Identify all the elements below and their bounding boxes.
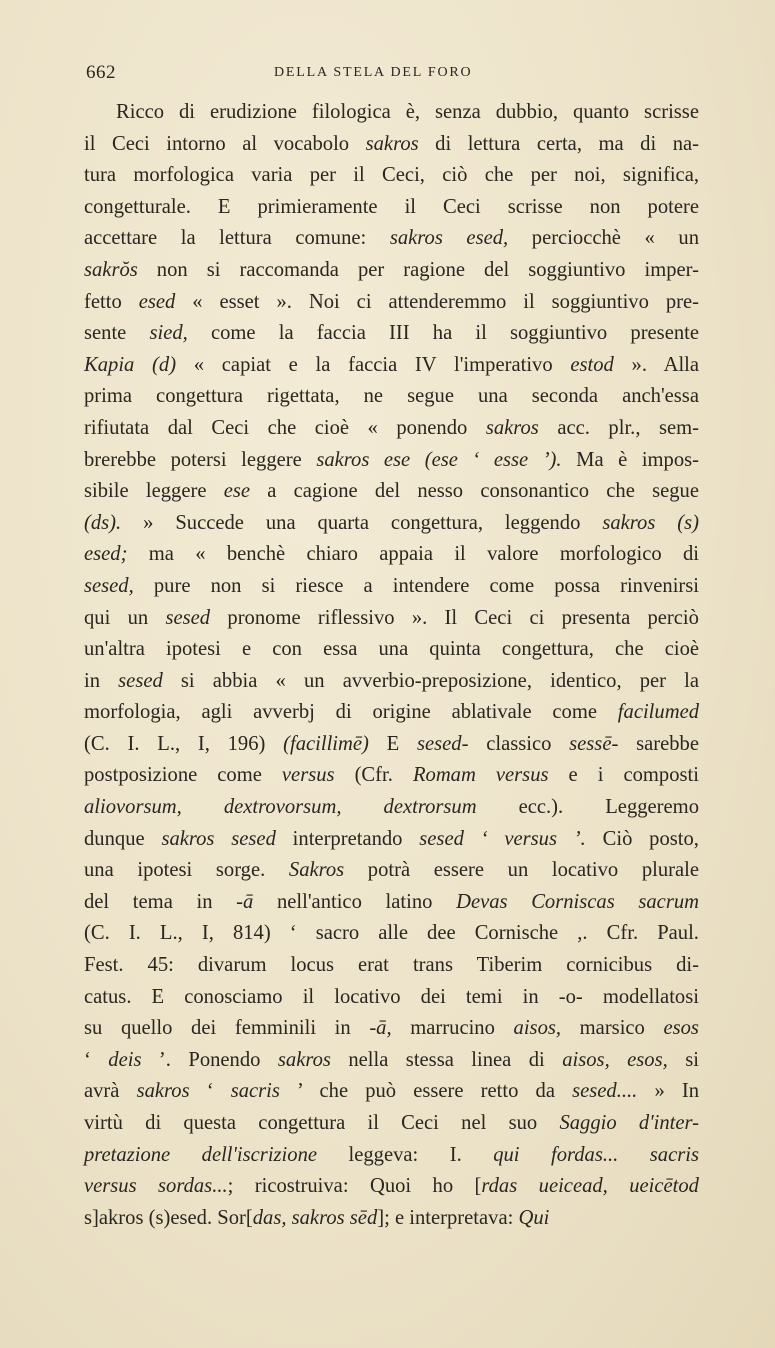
text-segment: il Ceci intorno al vocabolo xyxy=(84,132,366,155)
italic-text-segment: sesed.... xyxy=(572,1080,638,1103)
text-segment: classico xyxy=(468,732,570,755)
text-line xyxy=(84,950,699,982)
text-line xyxy=(84,160,699,192)
text-line xyxy=(84,824,699,856)
text-segment: marrucino xyxy=(391,1017,514,1040)
italic-text-segment: esed xyxy=(138,290,176,313)
text-segment: fetto xyxy=(84,290,139,313)
italic-text-segment: Devas Corniscas sacrum xyxy=(456,890,700,913)
text-segment: si abbia « un avverbio-preposizione, identico, per la xyxy=(162,669,700,692)
text-line xyxy=(84,760,699,792)
text-segment: ma « benchè chiaro appaia il valore morfologico di xyxy=(127,543,699,566)
page-number: 662 xyxy=(86,62,116,83)
italic-text-segment: versus xyxy=(281,764,335,787)
text-line xyxy=(84,287,699,319)
text-segment: (C. I. L., I, 196) xyxy=(84,732,284,755)
text-line xyxy=(84,1203,699,1235)
italic-text-segment: sied, xyxy=(149,322,188,345)
text-segment: » In xyxy=(637,1080,700,1103)
text-line xyxy=(84,1171,699,1203)
body-text xyxy=(84,97,699,1234)
italic-text-segment: sakros (s) xyxy=(602,511,699,534)
text-line xyxy=(84,1045,699,1077)
italic-text-segment: aliovorsum, dextrovorsum, dextrorsum xyxy=(84,796,477,819)
text-segment: sarebbe xyxy=(618,732,699,755)
text-segment: leggeva: I. xyxy=(317,1143,494,1166)
italic-text-segment: sakros xyxy=(277,1048,331,1071)
text-segment: Ma è impos- xyxy=(561,448,700,471)
italic-text-segment: qui fordas... sacris xyxy=(493,1143,699,1166)
italic-text-segment: sakros sesed xyxy=(161,827,276,850)
italic-text-segment: aisos, xyxy=(513,1017,562,1040)
italic-text-segment: sesed xyxy=(165,606,211,629)
text-segment: ’ che può essere retto da xyxy=(279,1080,573,1103)
text-segment: tura morfologica varia per il Ceci, ciò che per noi, significa, xyxy=(84,164,699,187)
text-segment: un'altra ipotesi e con essa una quinta congettura, che cioè xyxy=(84,638,700,661)
text-segment: s]akros (s)esed. Sor[ xyxy=(84,1206,253,1229)
text-line xyxy=(84,413,699,445)
text-line xyxy=(84,729,699,761)
text-segment: ecc.). Leggeremo xyxy=(476,796,699,819)
text-segment: prima congettura rigettata, ne segue una seconda anch'essa xyxy=(84,385,699,408)
text-line xyxy=(84,792,699,824)
text-segment: e i composti xyxy=(548,764,699,787)
italic-text-segment: sessē- xyxy=(569,732,619,755)
text-segment: ’. Ponendo xyxy=(141,1048,278,1071)
text-line xyxy=(84,223,699,255)
italic-text-segment: versus sordas... xyxy=(84,1175,228,1198)
text-line xyxy=(84,1108,699,1140)
text-line xyxy=(84,97,699,129)
text-line xyxy=(84,634,699,666)
text-segment: potrà essere un locativo plurale xyxy=(344,859,700,882)
italic-text-segment: Romam versus xyxy=(412,764,549,787)
text-segment: interpretando xyxy=(275,827,420,850)
text-segment: pure non si riesce a intendere come possa rinvenirsi xyxy=(133,574,700,597)
text-segment: E xyxy=(368,732,417,755)
italic-text-segment: rdas ueicead, ueicētod xyxy=(481,1175,699,1198)
text-line xyxy=(84,350,699,382)
italic-text-segment: -ā xyxy=(236,890,254,913)
text-segment: avrà xyxy=(84,1080,137,1103)
text-segment: virtù di questa congettura il Ceci nel suo xyxy=(84,1112,560,1134)
text-segment: una ipotesi sorge. xyxy=(84,859,289,882)
text-line xyxy=(84,318,699,350)
text-segment: ‘ xyxy=(84,1048,109,1071)
italic-text-segment: esed; xyxy=(84,543,128,566)
text-segment: Ricco di erudizione filologica è, senza dubbio, quanto scrisse xyxy=(116,101,699,123)
text-line xyxy=(84,508,699,540)
text-segment: postposizione come xyxy=(84,764,282,787)
text-line xyxy=(84,697,699,729)
italic-text-segment: deis xyxy=(108,1048,142,1071)
italic-text-segment: sakros ese (ese ‘ esse ’). xyxy=(316,448,562,471)
text-segment: del tema in xyxy=(84,890,237,913)
text-segment: ]; e interpretava: xyxy=(377,1206,519,1229)
italic-text-segment: aisos, esos, xyxy=(562,1048,668,1071)
text-segment: dunque xyxy=(84,827,162,850)
text-segment: perciocchè « un xyxy=(508,227,699,250)
text-segment: pronome riflessivo ». Il Ceci ci presenta perciò xyxy=(210,606,699,629)
text-segment: sente xyxy=(84,322,150,345)
text-segment: (C. I. L., I, 814) ‘ sacro alle dee Cornische ,. Cfr. Paul. xyxy=(84,922,699,945)
text-line xyxy=(84,666,699,698)
text-segment: in xyxy=(84,669,119,692)
text-line xyxy=(84,918,699,950)
text-segment: (Cfr. xyxy=(334,764,413,787)
italic-text-segment: sesed, xyxy=(84,574,134,597)
text-segment: ». Alla xyxy=(613,353,700,376)
italic-text-segment: -ā, xyxy=(369,1017,392,1040)
italic-text-segment: sakros xyxy=(485,416,539,439)
text-segment: nell'antico latino xyxy=(253,890,457,913)
text-segment: su quello dei femminili in xyxy=(84,1017,370,1040)
running-head xyxy=(86,62,697,88)
italic-text-segment: Qui xyxy=(518,1206,550,1229)
italic-text-segment: (ds). xyxy=(84,511,122,534)
text-segment: catus. E conosciamo il locativo dei temi in -o- modellatosi xyxy=(84,985,699,1008)
text-segment: ‘ xyxy=(189,1080,231,1103)
text-segment: « capiat e la faccia IV l'imperativo xyxy=(176,353,571,376)
text-line xyxy=(84,381,699,413)
italic-text-segment: sakros xyxy=(365,132,419,155)
italic-text-segment: facilumed xyxy=(617,701,700,724)
italic-text-segment: pretazione dell'iscrizione xyxy=(84,1143,318,1166)
italic-text-segment: esos xyxy=(663,1017,699,1040)
text-segment: ; ricostruiva: Quoi ho [ xyxy=(227,1175,482,1198)
italic-text-segment: sakrŏs xyxy=(84,258,138,281)
text-line xyxy=(84,129,699,161)
text-segment: rifiutata dal Ceci che cioè « ponendo xyxy=(84,416,486,439)
italic-text-segment: ese xyxy=(223,480,251,503)
text-segment: » Succede una quarta congettura, leggendo xyxy=(121,511,603,534)
text-line xyxy=(84,571,699,603)
text-segment: Fest. 45: divarum locus erat trans Tiberim cornicibus di- xyxy=(84,954,699,977)
italic-text-segment: sesed xyxy=(118,669,163,692)
text-segment: acc. plr., sem- xyxy=(538,416,700,439)
text-segment: congetturale. E primieramente il Ceci scrisse non potere xyxy=(84,195,699,218)
text-line xyxy=(84,445,699,477)
text-line xyxy=(84,603,699,635)
italic-text-segment: sakros esed, xyxy=(389,227,509,250)
text-segment: marsico xyxy=(561,1017,664,1040)
text-segment: sibile leggere xyxy=(84,480,224,503)
text-segment: nella stessa linea di xyxy=(330,1048,563,1071)
text-segment: accettare la lettura comune: xyxy=(84,227,390,250)
text-line xyxy=(84,887,699,919)
text-line xyxy=(84,539,699,571)
text-line xyxy=(84,1076,699,1108)
italic-text-segment: das, sakros sēd xyxy=(252,1206,378,1229)
italic-text-segment: (facillimē) xyxy=(283,732,369,755)
italic-text-segment: Saggio d'inter- xyxy=(559,1112,699,1134)
italic-text-segment: sesed- xyxy=(416,732,469,755)
italic-text-segment: sesed ‘ versus ’. xyxy=(419,827,586,850)
text-line xyxy=(84,1140,699,1172)
text-segment: morfologia, agli avverbj di origine ablativale come xyxy=(84,701,618,724)
text-line xyxy=(84,982,699,1014)
text-line xyxy=(84,255,699,287)
text-segment: si xyxy=(667,1048,699,1071)
text-line xyxy=(84,476,699,508)
text-line xyxy=(84,192,699,224)
italic-text-segment: sacris xyxy=(230,1080,280,1103)
italic-text-segment: sakros xyxy=(136,1080,190,1103)
text-segment: di lettura certa, ma di na- xyxy=(418,132,699,155)
italic-text-segment: estod xyxy=(570,353,614,376)
text-line xyxy=(84,1013,699,1045)
text-segment: « esset ». Noi ci attenderemmo il soggiuntivo pre- xyxy=(175,290,699,313)
text-line xyxy=(84,855,699,887)
italic-text-segment: Kapia (d) xyxy=(84,353,177,376)
text-segment: a cagione del nesso consonantico che segue xyxy=(250,480,699,503)
running-title: DELLA STELA DEL FORO xyxy=(274,65,473,80)
text-segment: come la faccia III ha il soggiuntivo presente xyxy=(187,322,700,345)
text-segment: qui un xyxy=(84,606,166,629)
text-segment: non si raccomanda per ragione del soggiuntivo imper- xyxy=(137,258,699,281)
italic-text-segment: Sakros xyxy=(288,859,345,882)
text-segment: Ciò posto, xyxy=(585,827,699,850)
text-segment: brerebbe potersi leggere xyxy=(84,448,317,471)
